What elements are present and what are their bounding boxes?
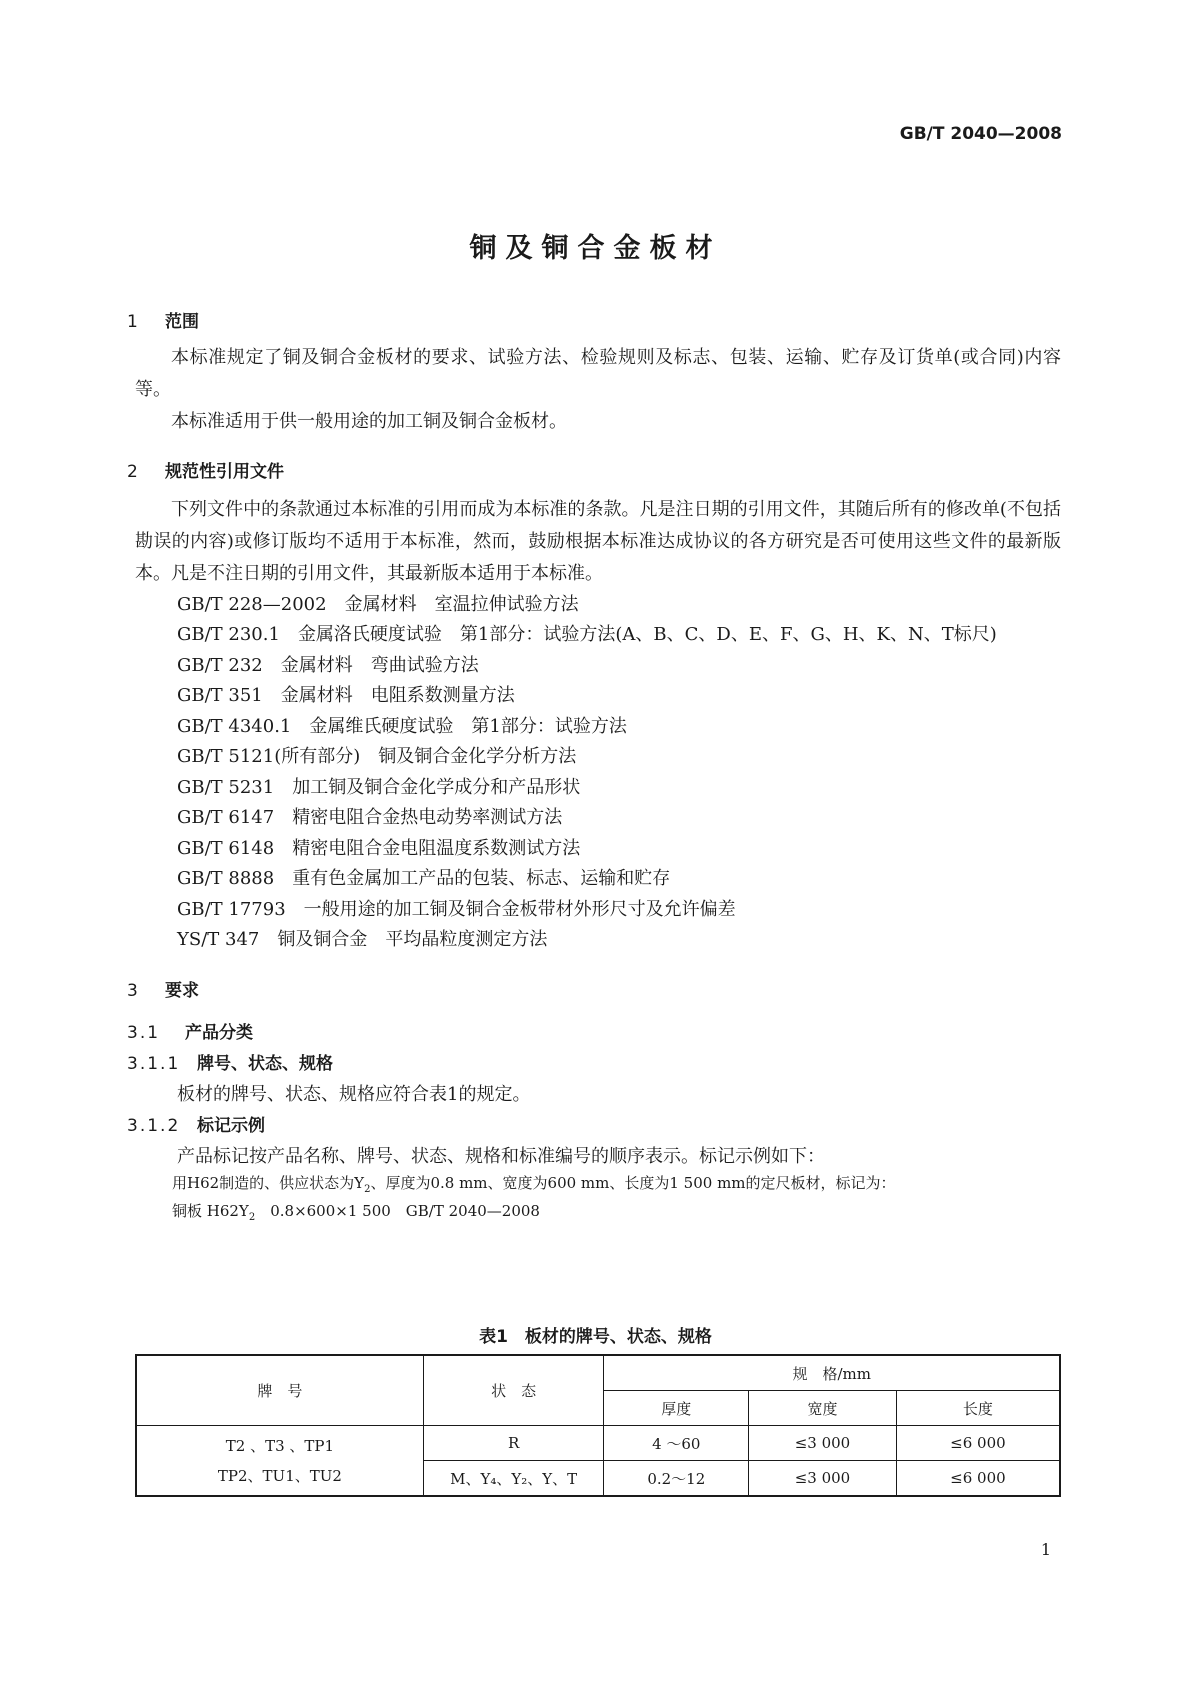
- subsection-number: 3.1.2: [127, 1116, 181, 1136]
- example-text: [172, 1172, 896, 1195]
- header-state: 状 态: [423, 1355, 604, 1426]
- example-text-part: 用H62制造的、供应状态为Y: [172, 1174, 365, 1192]
- subsection-heading: [127, 1018, 253, 1043]
- reference-title: 精密电阻合金热电动势率测试方法: [292, 807, 563, 828]
- paragraph: 板材的牌号、状态、规格应符合表1的规定。: [177, 1084, 531, 1105]
- subsection-title: 标记示例: [197, 1116, 265, 1136]
- example-mark: [172, 1200, 540, 1223]
- paragraph: 本标准适用于供一般用途的加工铜及铜合金板材。: [171, 411, 567, 432]
- reference-title: 加工铜及铜合金化学成分和产品形状: [292, 777, 581, 798]
- reference-code: GB/T 230.1: [177, 624, 280, 645]
- reference-code: GB/T 232: [177, 655, 263, 676]
- subsection-number: 3.1.1: [127, 1054, 181, 1074]
- reference-item: [177, 590, 579, 616]
- section-title: 要求: [165, 981, 199, 1001]
- header-grade: 牌 号: [136, 1355, 423, 1426]
- page-number: 1: [1040, 1540, 1051, 1559]
- reference-title: 金属材料 室温拉伸试验方法: [344, 594, 579, 615]
- reference-title: 金属洛氏硬度试验 第1部分：试验方法(A、B、C、D、E、F、G、H、K、N、T标尺): [297, 624, 997, 645]
- reference-code: GB/T 5121(所有部分): [177, 746, 361, 767]
- example-mark-part: 0.8×600×1 500 GB/T 2040—2008: [255, 1202, 540, 1220]
- cell-state: R: [423, 1426, 604, 1461]
- reference-item: [177, 651, 479, 677]
- section-1-heading: [127, 307, 199, 332]
- reference-code: GB/T 4340.1: [177, 716, 292, 737]
- reference-title: 铜及铜合金 平均晶粒度测定方法: [277, 929, 548, 950]
- reference-title: 金属材料 电阻系数测量方法: [280, 685, 515, 706]
- cell-thickness: 0.2～12: [604, 1461, 749, 1497]
- reference-title: 一般用途的加工铜及铜合金板带材外形尺寸及允许偏差: [303, 899, 736, 920]
- cell-state: M、Y₄、Y₂、Y、T: [423, 1461, 604, 1497]
- paragraph: 产品标记按产品名称、牌号、状态、规格和标准编号的顺序表示。标记示例如下：: [177, 1146, 825, 1167]
- paragraph: 下列文件中的条款通过本标准的引用而成为本标准的条款。凡是注日期的引用文件，其随后所有的修改单(不包括勘误的内容)或修订版均不适用于本标准，然而，鼓励根据本标准达成协议的各方研究是否可使用这些文件的最新版本。凡是不注日期的引用文件，其最新版本适用于本标准。: [135, 499, 1061, 584]
- grade-line: T2 、T3 、TP1: [225, 1436, 335, 1455]
- cell-length: ≤6 000: [896, 1426, 1060, 1461]
- reference-title: 铜及铜合金化学分析方法: [378, 746, 577, 767]
- document-title: 铜及铜合金板材: [469, 233, 722, 264]
- reference-item: [177, 895, 736, 921]
- section-title: 范围: [165, 312, 199, 332]
- reference-code: GB/T 6147: [177, 807, 275, 828]
- section-number: 1: [127, 312, 138, 332]
- header-width: 宽度: [749, 1391, 897, 1426]
- subscript: 2: [364, 1184, 371, 1195]
- reference-code: YS/T 347: [177, 929, 260, 950]
- subsection-title: 产品分类: [185, 1023, 253, 1043]
- reference-item: [177, 712, 627, 738]
- table-row: [136, 1426, 1060, 1461]
- subsection-heading: [127, 1049, 333, 1074]
- reference-item: [177, 834, 580, 860]
- section-title: 规范性引用文件: [165, 462, 284, 482]
- reference-item: [177, 773, 580, 799]
- cell-grade: [136, 1426, 423, 1497]
- grade-line: TP2、TU1、TU2: [217, 1466, 342, 1485]
- example-mark-part: 铜板 H62Y: [172, 1202, 249, 1220]
- cell-width: ≤3 000: [749, 1461, 897, 1497]
- reference-item: [177, 925, 547, 951]
- reference-code: GB/T 351: [177, 685, 263, 706]
- example-text-part: 、厚度为0.8 mm、宽度为600 mm、长度为1 500 mm的定尺板材，标记为：: [370, 1174, 896, 1192]
- header-thickness: 厚度: [604, 1391, 749, 1426]
- reference-item: [177, 742, 576, 768]
- grade-state-spec-table: [135, 1354, 1061, 1497]
- section-number: 3: [127, 981, 138, 1001]
- reference-title: 金属维氏硬度试验 第1部分：试验方法: [309, 716, 627, 737]
- reference-code: GB/T 6148: [177, 838, 275, 859]
- cell-thickness: 4 ～60: [604, 1426, 749, 1461]
- section-2-heading: [127, 457, 284, 482]
- section-number: 2: [127, 462, 138, 482]
- reference-item: [177, 620, 997, 646]
- subsection-heading: [127, 1111, 265, 1136]
- section-3-heading: [127, 976, 199, 1001]
- reference-code: GB/T 17793: [177, 899, 286, 920]
- standard-code: GB/T 2040—2008: [899, 124, 1062, 144]
- reference-item: [177, 803, 562, 829]
- reference-code: GB/T 5231: [177, 777, 275, 798]
- header-length: 长度: [896, 1391, 1060, 1426]
- subsection-title: 牌号、状态、规格: [197, 1054, 333, 1074]
- header-spec: 规 格/mm: [604, 1355, 1060, 1391]
- paragraph: 本标准规定了铜及铜合金板材的要求、试验方法、检验规则及标志、包装、运输、贮存及订货单(或合同)内容等。: [135, 347, 1061, 400]
- reference-item: [177, 864, 670, 890]
- subscript: 2: [248, 1212, 256, 1223]
- reference-title: 金属材料 弯曲试验方法: [280, 655, 479, 676]
- cell-length: ≤6 000: [896, 1461, 1060, 1497]
- cell-width: ≤3 000: [749, 1426, 897, 1461]
- reference-code: GB/T 8888: [177, 868, 275, 889]
- reference-title: 精密电阻合金电阻温度系数测试方法: [292, 838, 581, 859]
- reference-item: [177, 681, 515, 707]
- subsection-number: 3.1: [127, 1023, 161, 1043]
- reference-code: GB/T 228—2002: [177, 594, 327, 615]
- table-header-row: [136, 1355, 1060, 1391]
- table-caption: 表1 板材的牌号、状态、规格: [479, 1327, 712, 1347]
- reference-title: 重有色金属加工产品的包装、标志、运输和贮存: [292, 868, 671, 889]
